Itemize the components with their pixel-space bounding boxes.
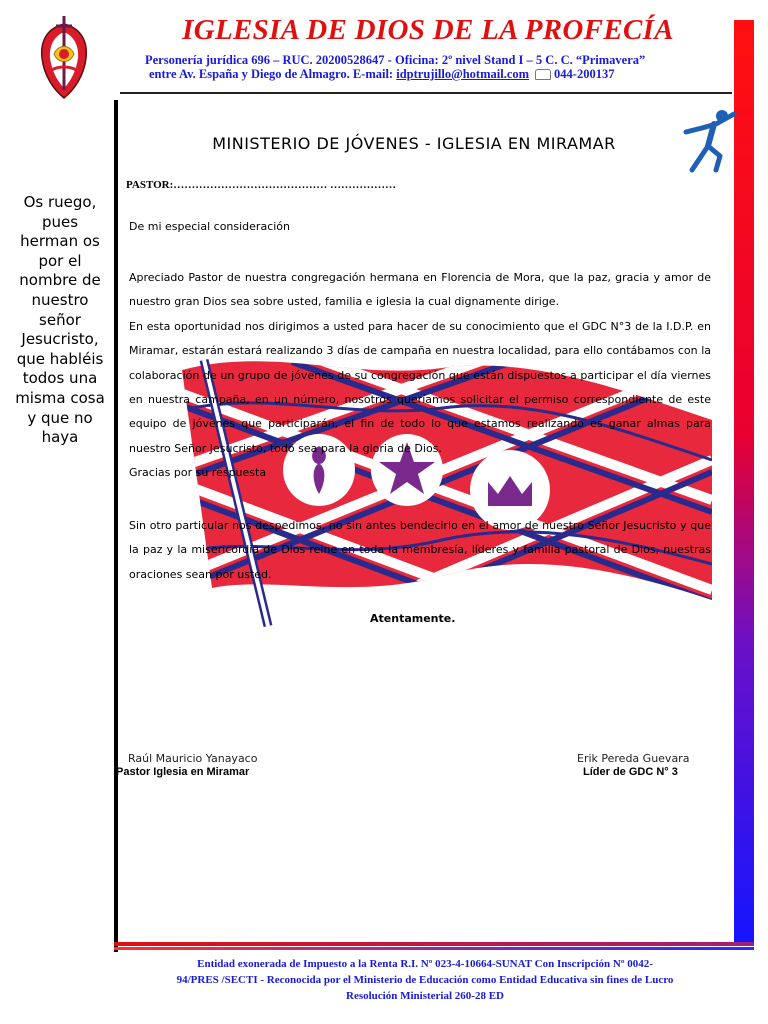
church-title: IGLESIA DE DIOS DE LA PROFECÍA	[182, 14, 674, 46]
footer-legal-text	[120, 956, 730, 1004]
letter-body	[129, 266, 711, 486]
left-margin-rule	[114, 100, 118, 952]
signature-name-leader: Erik Pereda Guevara	[577, 752, 690, 765]
header-address-text: entre Av. España y Diego de Almagro. E-mail:	[149, 67, 397, 81]
telephone-icon	[535, 69, 551, 80]
signature-name-pastor: Raúl Mauricio Yanayaco	[128, 752, 258, 765]
sidebar-bible-quote: Os ruego, pues herman os por el nombre de nuestro señor Jesucristo, que habléis todos una misma cosa y que no haya	[15, 193, 105, 447]
letter-signoff: Atentamente.	[370, 612, 456, 625]
letter-paragraph-3: Gracias por su respuesta	[129, 466, 267, 480]
pastor-address-line: PASTOR:…………………………………… ………………	[126, 179, 397, 191]
header-address-line	[149, 67, 614, 82]
letter-paragraph-2: En esta oportunidad nos dirigimos a usted para hacer de su conocimiento que el GDC N°3 de la I.D.P. en Miramar, estarán estará realizando 3 días de campaña en nuestra localidad, para ello contábamos con la colaboración de un grupo de jóvenes de su congregación que están dispuestos a participar el día viernes en nuestra campaña, en un número, nosotros queríamos solicitar el permiso correspondiente de este equipo de jóvenes que participarán, el fin de todo lo que estamos realizando es ganar almas para nuestro Señor Jesucristo, todo sea para la gloria de Dios.	[129, 319, 711, 455]
letter-paragraph-1: Apreciado Pastor de nuestra congregación hermana en Florencia de Mora, que la paz, gracia y amor de nuestro gran Dios sea sobre usted, familia e iglesia la cual dignamente dirige.	[129, 271, 711, 309]
bottom-divider-secondary	[114, 947, 754, 950]
phone-number: 044-200137	[554, 67, 615, 81]
footer-line-1: Entidad exonerada de Impuesto a la Renta R.I. Nº 023-4-10664-SUNAT Con Inscripción Nº 0042-	[197, 958, 653, 970]
running-figure-icon	[680, 104, 738, 174]
footer-line-2: 94/PRES /SECTI - Reconocida por el Ministerio de Educación como Entidad Educativa sin fines de Lucro	[176, 974, 674, 986]
letter-closing: Sin otro particular nos despedimos, no sin antes bendecirlo en el amor de nuestro Señor Jesucristo y que la paz y la misericordia de Dios reine en toda la membresía, líderes y familia pastoral de Dios, nuestras oraciones sean por usted.	[129, 519, 711, 581]
footer-line-3: Resolución Ministerial 260-28 ED	[346, 990, 504, 1002]
signature-role-pastor: Pastor Iglesia en Miramar	[116, 766, 250, 778]
letter-greeting: De mi especial consideración	[129, 220, 291, 233]
email-link[interactable]: idptrujillo@hotmail.com	[396, 67, 530, 81]
signature-role-leader: Líder de GDC N° 3	[583, 766, 678, 778]
church-emblem-icon	[34, 14, 94, 100]
header-divider	[120, 92, 732, 94]
bottom-divider	[114, 942, 754, 946]
header-legal-line: Personería jurídica 696 – RUC. 20200528647 - Oficina: 2º nivel Stand I – 5 C. C. “Primavera”	[145, 53, 646, 67]
ministry-heading: MINISTERIO DE JÓVENES - IGLESIA EN MIRAMAR	[212, 134, 616, 153]
